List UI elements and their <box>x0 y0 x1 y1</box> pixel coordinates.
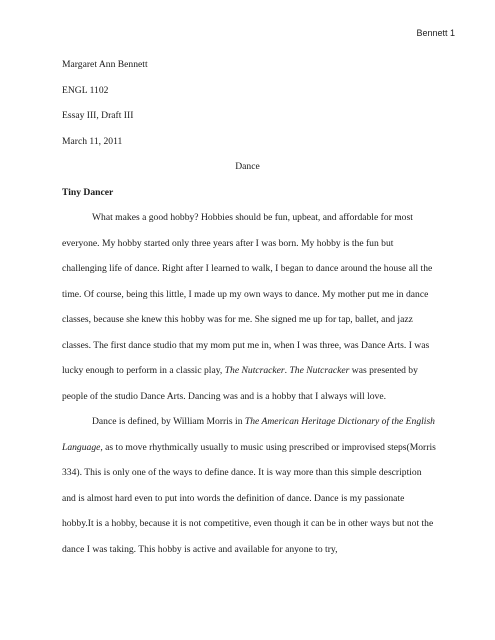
author-name: Margaret Ann Bennett <box>62 59 148 70</box>
course-name: ENGL 1102 <box>62 84 109 96</box>
paragraph-1-line-2: everyone. My hobby started only three years after I was born. My hobby is the fun but <box>62 237 394 249</box>
paragraph-2-line-6: dance I was taking. This hobby is active and available for anyone to try, <box>62 543 338 555</box>
text-run: lucky enough to perform in a classic play, <box>62 365 225 376</box>
assignment-name: Essay III, Draft III <box>62 110 134 121</box>
paragraph-2-line-3: 334). This is only one of the ways to define dance. It is way more than this simple description <box>62 467 422 478</box>
paragraph-2-line-5: hobby.It is a hobby, because it is not competitive, even though it can be in other ways but not the <box>62 518 434 529</box>
book-title: The American Heritage Dictionary of the English <box>244 416 435 427</box>
paragraph-2-line-2 <box>62 443 436 453</box>
essay-date: March 11, 2011 <box>62 135 123 147</box>
text-run: , as to move rhythmically usually to music using prescribed or improvised steps(Morris <box>100 441 436 453</box>
book-title: Language <box>62 441 101 453</box>
essay-title: Dance <box>235 161 260 172</box>
paragraph-1-line-3: challenging life of dance. Right after I learned to walk, I began to dance around the house all the <box>62 263 433 274</box>
play-title: The Nutcracker <box>289 365 350 376</box>
paragraph-1-line-7 <box>62 366 418 376</box>
essay-subtitle: Tiny Dancer <box>62 186 114 198</box>
paragraph-1-line-4: time. Of course, being this little, I made up my own ways to dance. My mother put me in dance <box>62 288 429 300</box>
running-head: Bennett 1 <box>416 28 455 38</box>
text-run: . <box>284 365 290 376</box>
paragraph-1-line-5: classes, because she knew this hobby was for me. She signed me up for tap, ballet, and jazz <box>62 314 413 325</box>
play-title: The Nutcracker <box>224 365 285 376</box>
paragraph-1-line-8: people of the studio Dance Arts. Dancing was and is a hobby that I always will love. <box>62 390 386 402</box>
paragraph-1-line-1: What makes a good hobby? Hobbies should be fun, upbeat, and affordable for most <box>92 212 413 223</box>
paragraph-2-line-4: and is almost hard even to put into words the definition of dance. Dance is my passionate <box>62 492 405 504</box>
text-run: Dance is defined, by William Morris in <box>92 416 245 427</box>
paragraph-1-line-6: classes. The first dance studio that my mom put me in, when I was three, was Dance Arts. I was <box>62 339 430 351</box>
text-run: was presented by <box>349 365 418 376</box>
paragraph-2-line-1 <box>92 417 435 427</box>
